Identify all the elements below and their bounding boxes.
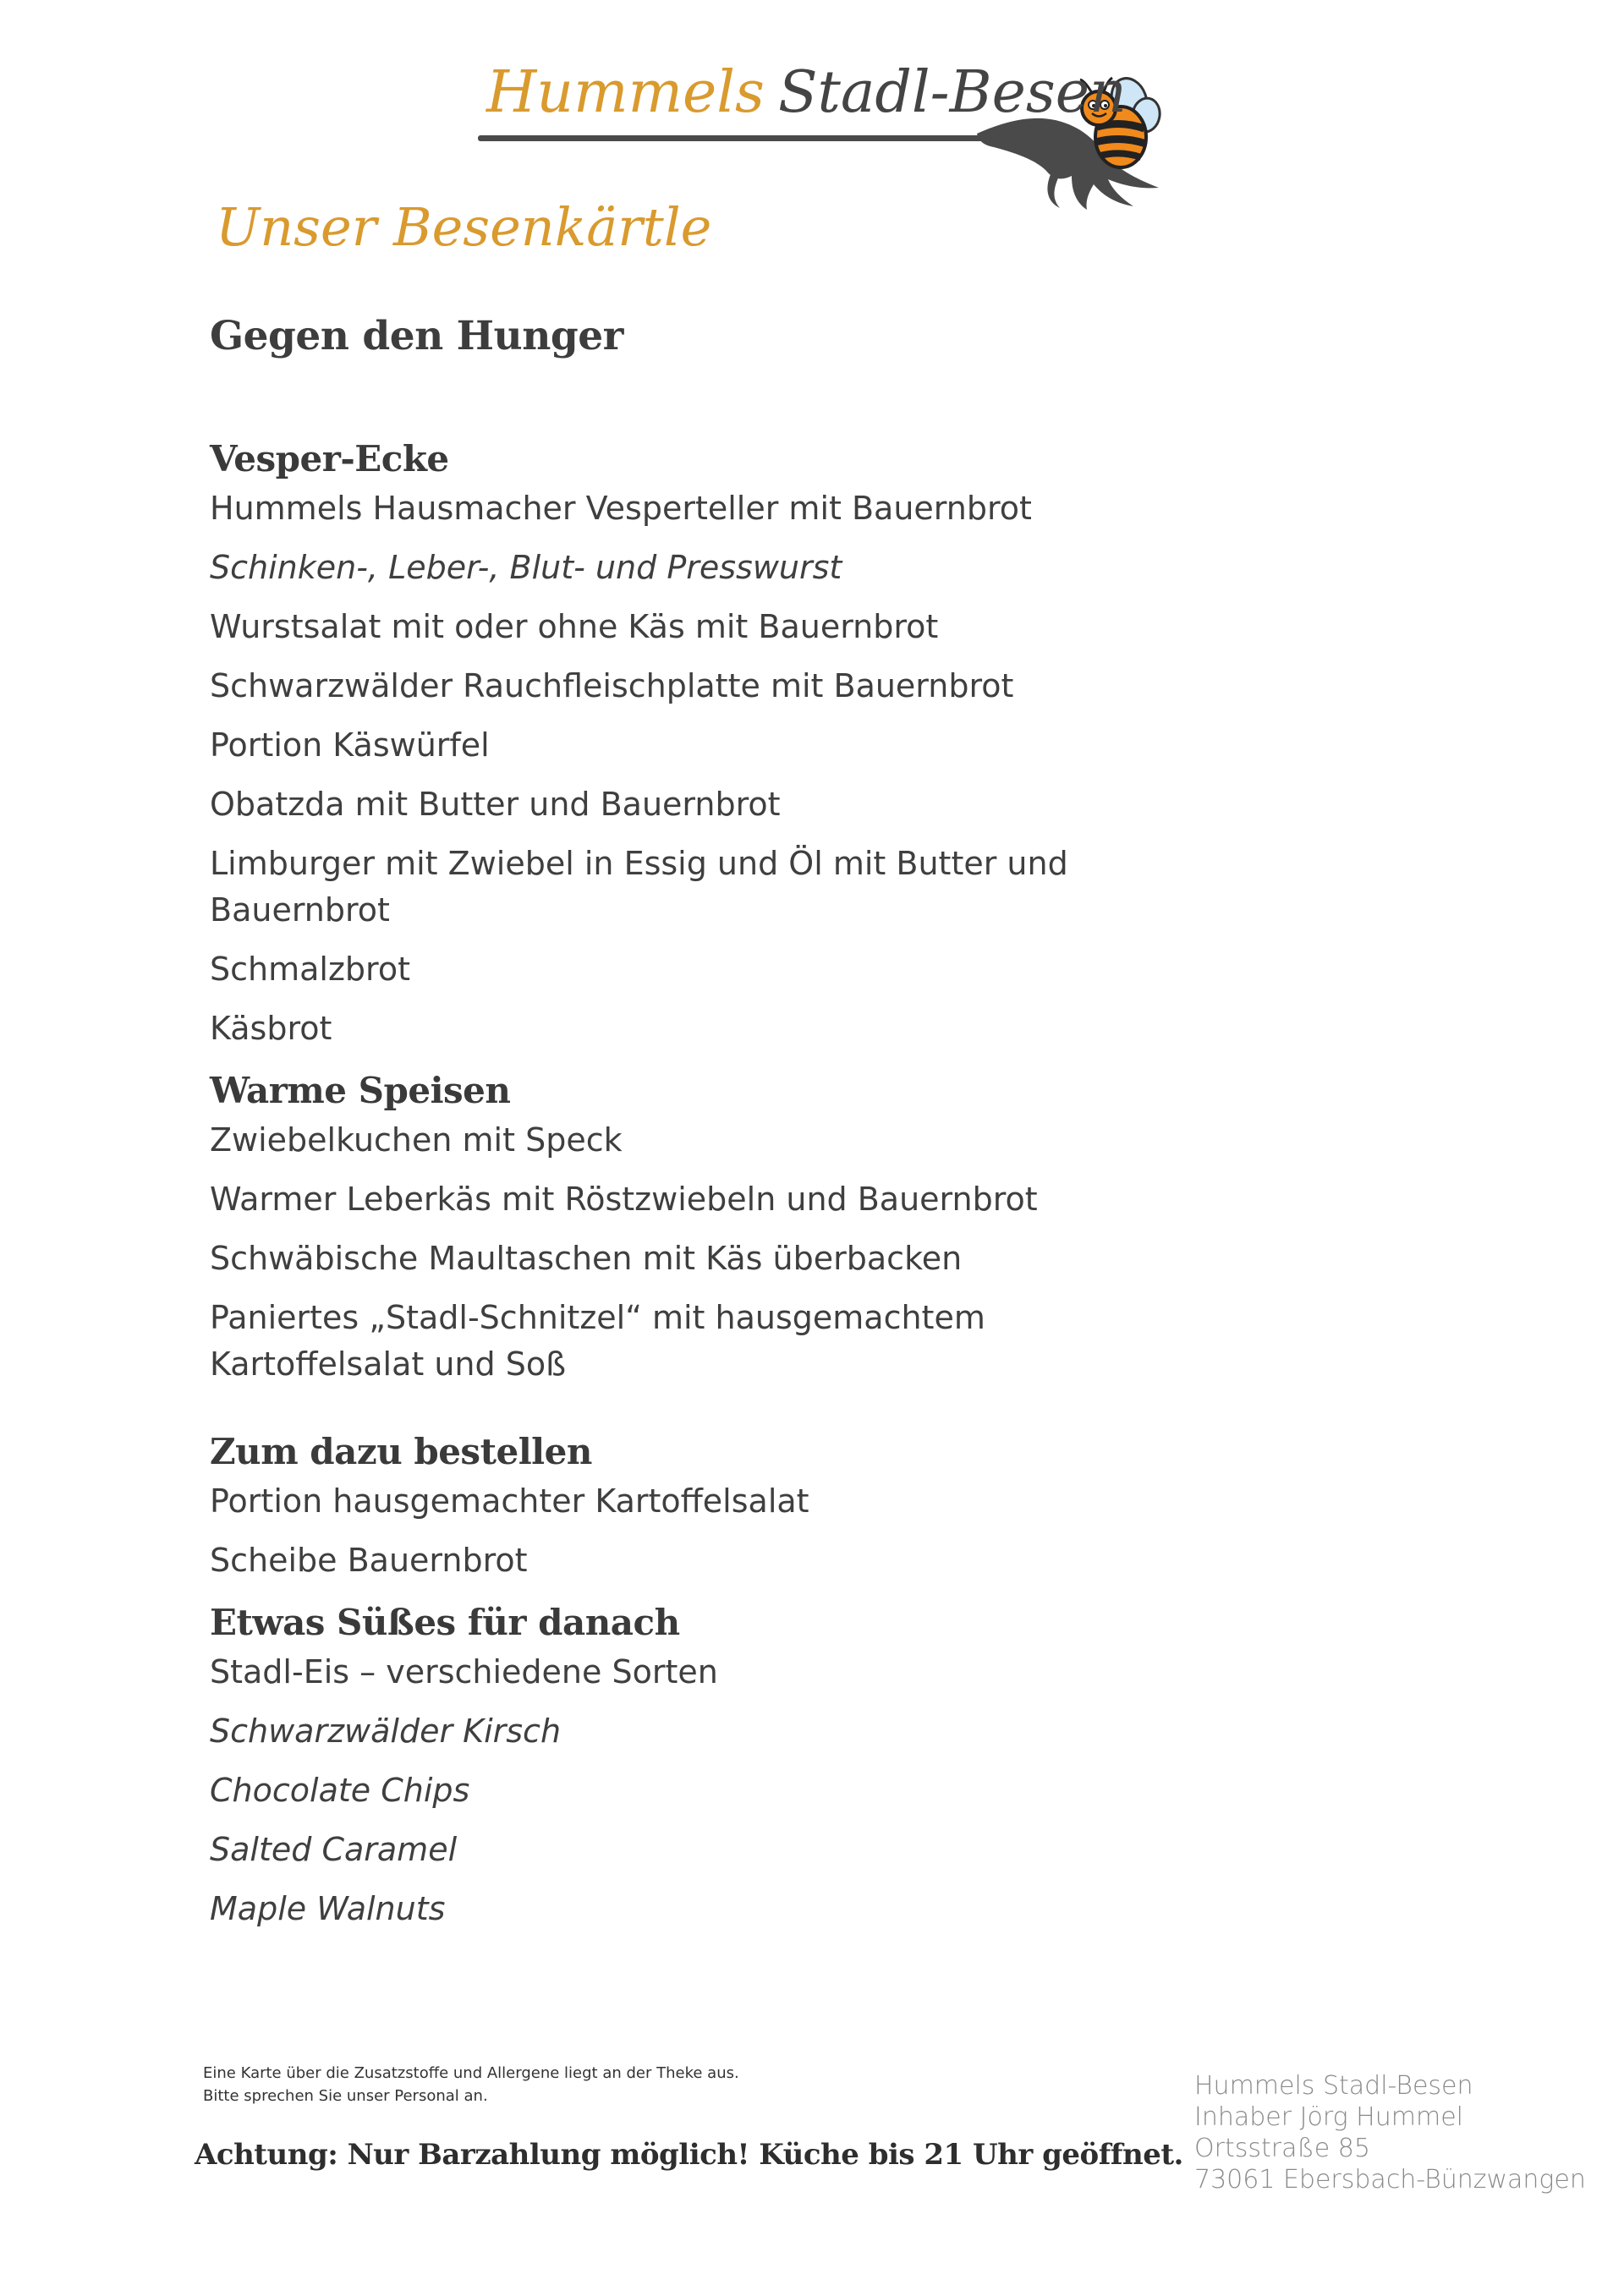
section-title: Warme Speisen — [210, 1070, 511, 1111]
menu-item: Schmalzbrot — [210, 951, 410, 988]
menu-item: Obatzda mit Butter und Bauernbrot — [210, 786, 781, 823]
menu-item: Scheibe Bauernbrot — [210, 1542, 528, 1579]
section-title: Zum dazu bestellen — [210, 1431, 592, 1472]
section-zum-dazu-bestellen — [210, 1426, 1106, 1584]
menu-item: Maple Walnuts — [210, 1890, 446, 1927]
logo-word-stadl-besen: Stadl-Besen — [777, 59, 1127, 126]
menu-item: Wurstsalat mit oder ohne Käs mit Bauernbrot — [210, 608, 939, 645]
menu-item: Salted Caramel — [210, 1831, 458, 1868]
menu-item: Portion hausgemachter Kartoffelsalat — [210, 1482, 809, 1520]
menu-item: Schwarzwälder Rauchfleischplatte mit Bauernbrot — [210, 667, 1014, 704]
page-heading: Gegen den Hunger — [210, 313, 623, 359]
section-warme-speisen — [210, 1065, 1106, 1388]
notice-line: Eine Karte über die Zusatzstoffe und Allergene liegt an der Theke aus. — [203, 2064, 739, 2082]
allergen-notice — [203, 2062, 739, 2107]
section-title: Etwas Süßes für danach — [210, 1602, 680, 1643]
menu-item: Hummels Hausmacher Vesperteller mit Bauernbrot — [210, 490, 1032, 527]
address-name: Hummels Stadl-Besen — [1194, 2071, 1473, 2101]
menu-item: Limburger mit Zwiebel in Essig und Öl mit Butter und Bauernbrot — [210, 845, 1068, 929]
menu-item: Paniertes „Stadl-Schnitzel“ mit hausgemachtem Kartoffelsalat und Soß — [210, 1299, 985, 1383]
logo-text — [486, 59, 1127, 126]
menu-item: Zwiebelkuchen mit Speck — [210, 1121, 623, 1159]
menu-item: Portion Käswürfel — [210, 726, 490, 764]
logo-word-hummels: Hummels — [486, 59, 765, 126]
logo — [469, 52, 1171, 213]
menu — [210, 433, 1106, 1945]
address-city: 73061 Ebersbach-Bünzwangen — [1194, 2165, 1586, 2195]
address-street: Ortsstraße 85 — [1194, 2134, 1370, 2163]
section-etwas-suesses — [210, 1597, 1106, 1932]
notice-line: Bitte sprechen Sie unser Personal an. — [203, 2087, 488, 2105]
menu-item: Stadl-Eis – verschiedene Sorten — [210, 1653, 718, 1690]
payment-warning: Achtung: Nur Barzahlung möglich! Küche bis 21 Uhr geöffnet. — [195, 2138, 1183, 2172]
menu-item: Schwarzwälder Kirsch — [210, 1712, 562, 1750]
menu-item: Schinken-, Leber-, Blut- und Presswurst — [210, 549, 842, 586]
subtitle: Unser Besenkärtle — [216, 196, 712, 258]
menu-item: Chocolate Chips — [210, 1772, 470, 1809]
menu-item: Warmer Leberkäs mit Röstzwiebeln und Bauernbrot — [210, 1181, 1038, 1218]
section-vesper-ecke — [210, 433, 1106, 1052]
address-block — [1194, 2070, 1586, 2195]
menu-item: Schwäbische Maultaschen mit Käs überbacken — [210, 1240, 963, 1277]
address-owner: Inhaber Jörg Hummel — [1194, 2102, 1463, 2132]
menu-item: Käsbrot — [210, 1010, 332, 1047]
section-title: Vesper-Ecke — [210, 438, 449, 479]
